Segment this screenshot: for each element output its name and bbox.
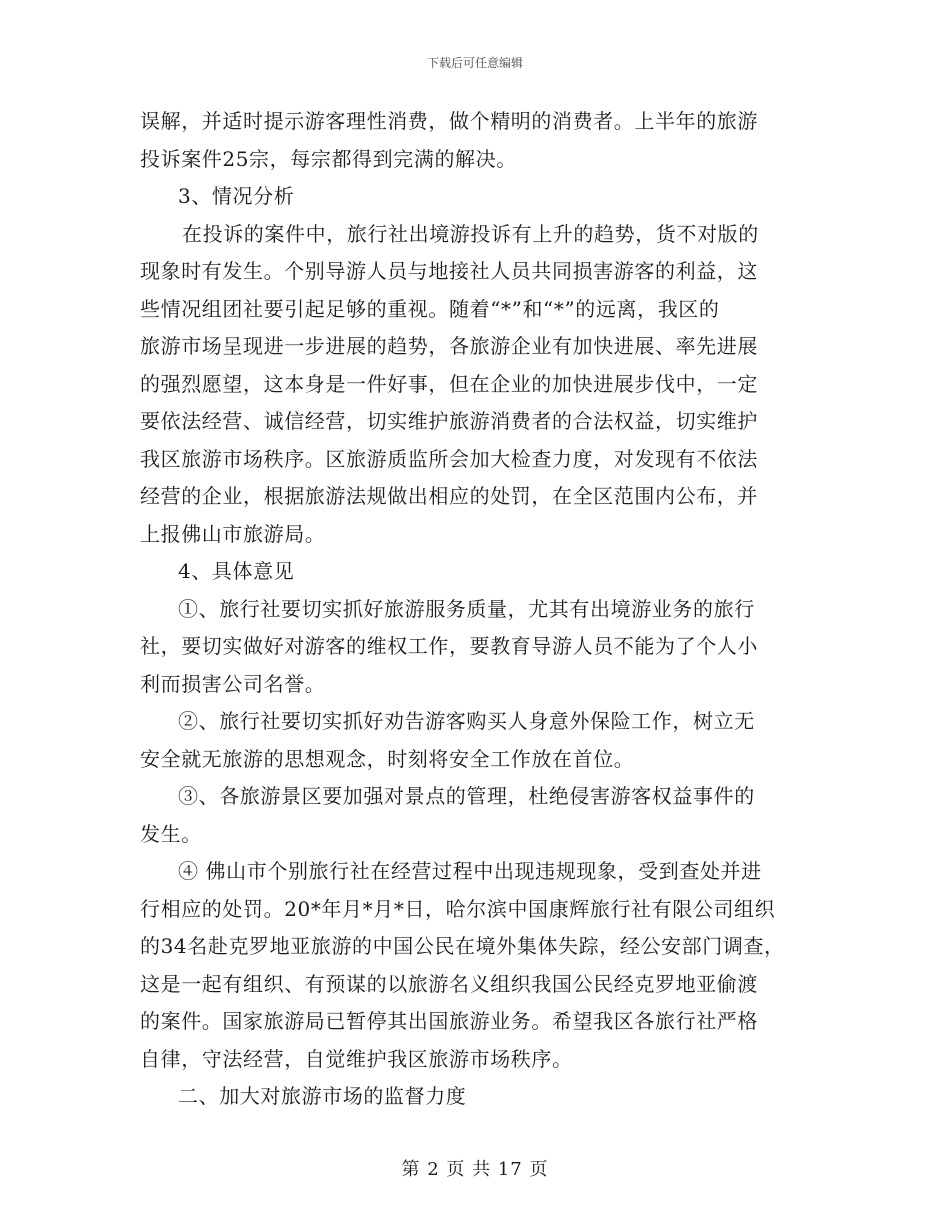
paragraph-start-line: ④ 佛山市个别旅行社在经营过程中出现违规现象，受到查处并进: [178, 859, 762, 883]
document-body: [140, 103, 805, 1116]
section-heading: 二、加大对旅游市场的监督力度: [178, 1084, 467, 1108]
body-line: 投诉案件25宗，每宗都得到完满的解决。: [140, 146, 517, 171]
body-line: 行相应的处罚。20*年月*月*日，哈尔滨中国康辉旅行社有限公司组织: [140, 896, 776, 921]
paragraph-start-line: ③、各旅游景区要加强对景点的管理，杜绝侵害游客权益事件的: [178, 784, 755, 808]
body-line: 的34名赴克罗地亚旅游的中国公民在境外集体失踪，经公安部门调查，: [140, 934, 785, 958]
body-line: 这是一起有组织、有预谋的以旅游名义组织我国公民经克罗地亚偷渡: [140, 971, 758, 996]
paragraph-start-line: 在投诉的案件中，旅行社出境游投诉有上升的趋势，货不对版的: [182, 221, 759, 246]
body-line: 旅游市场呈现进一步进展的趋势，各旅游企业有加快进展、率先进展: [140, 334, 758, 358]
page-number: 第 2 页 共 17 页: [401, 1159, 549, 1180]
paragraph-start-line: ①、旅行社要切实抓好旅游服务质量，尤其有出境游业务的旅行: [178, 596, 755, 621]
body-line: 经营的企业，根据旅游法规做出相应的处罚，在全区范围内公布，并: [140, 484, 758, 508]
body-line: 自律，守法经营，自觉维护我区旅游市场秩序。: [140, 1046, 573, 1071]
body-line: 些情况组团社要引起足够的重视。随着“*”和“*”的远离，我区的: [140, 296, 720, 321]
body-line: 社，要切实做好对游客的维权工作，要教育导游人员不能为了个人小: [140, 634, 758, 658]
body-line: 现象时有发生。个别导游人员与地接社人员共同损害游客的利益，这: [140, 259, 758, 283]
section-heading: 4、具体意见: [178, 559, 295, 583]
body-line: 要依法经营、诚信经营，切实维护旅游消费者的合法权益，切实维护: [140, 409, 758, 433]
body-line: 的强烈愿望，这本身是一件好事，但在企业的加快进展步伐中，一定: [140, 371, 758, 396]
body-line: 我区旅游市场秩序。区旅游质监所会加大检查力度，对发现有不依法: [140, 446, 758, 471]
section-heading: 3、情况分析: [178, 184, 295, 208]
body-line: 的案件。国家旅游局已暂停其出国旅游业务。希望我区各旅行社严格: [140, 1009, 758, 1033]
body-line: 上报佛山市旅游局。: [140, 521, 326, 546]
page-header-note: 下载后可任意编辑: [426, 56, 523, 70]
paragraph-start-line: ②、旅行社要切实抓好劝告游客购买人身意外保险工作，树立无: [178, 709, 755, 733]
body-line: 误解，并适时提示游客理性消费，做个精明的消费者。上半年的旅游: [140, 109, 758, 133]
body-line: 利而损害公司名誉。: [140, 671, 326, 696]
body-line: 发生。: [140, 821, 202, 846]
body-line: 安全就无旅游的思想观念，时刻将安全工作放在首位。: [140, 746, 635, 771]
